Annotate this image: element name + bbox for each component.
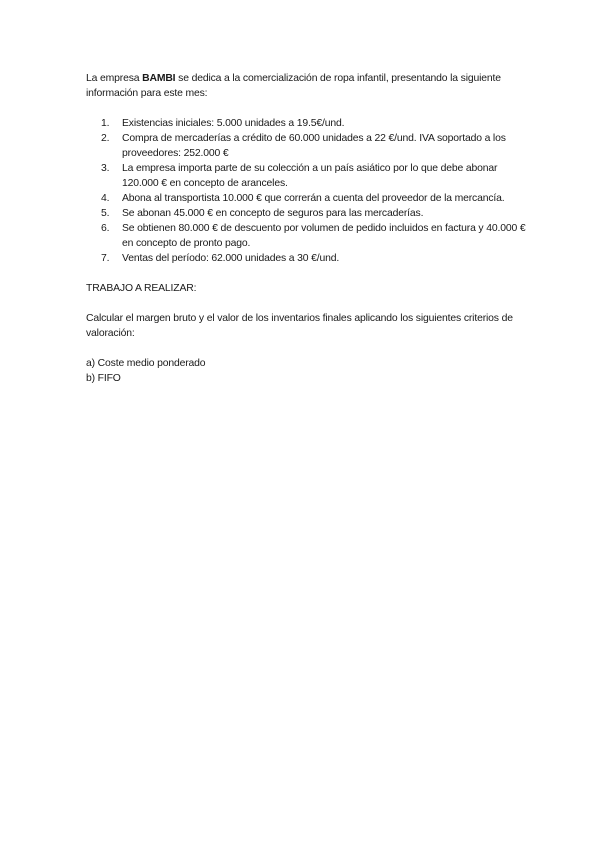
list-item-text: Se abonan 45.000 € en concepto de seguros para las mercaderías. — [122, 208, 424, 219]
criteria-item-b: b) FIFO — [86, 373, 121, 384]
list-item — [101, 191, 526, 206]
list-item — [101, 221, 526, 251]
list-item — [101, 161, 526, 191]
company-name: BAMBI — [142, 73, 176, 84]
list-item — [101, 206, 526, 221]
document-body — [86, 71, 526, 386]
list-item-number: 6. — [101, 223, 110, 234]
list-item-number: 5. — [101, 208, 110, 219]
criteria-item-a: a) Coste medio ponderado — [86, 358, 206, 369]
intro-text-after: se dedica a la comercialización de ropa infantil, presentando la siguiente información para este mes: — [86, 73, 501, 99]
list-item-text: Abona al transportista 10.000 € que correrán a cuenta del proveedor de la mercancía. — [122, 193, 505, 204]
data-list — [86, 116, 526, 266]
list-item-text: Compra de mercaderías a crédito de 60.000 unidades a 22 €/und. IVA soportado a los proveedores: 252.000 € — [122, 133, 506, 159]
list-item-text: Existencias iniciales: 5.000 unidades a 19.5€/und. — [122, 118, 345, 129]
list-item-number: 3. — [101, 163, 110, 174]
intro-text-before: La empresa — [86, 73, 143, 84]
list-item-text: Ventas del período: 62.000 unidades a 30 €/und. — [122, 253, 340, 264]
list-item-number: 7. — [101, 253, 110, 264]
list-item — [101, 116, 526, 131]
list-item-number: 2. — [101, 133, 110, 144]
list-item-text: Se obtienen 80.000 € de descuento por volumen de pedido incluidos en factura y 40.000 € en concepto de pronto pago. — [122, 223, 526, 249]
list-item-text: La empresa importa parte de su colección a un país asiático por lo que debe abonar 120.000 € en concepto de aranceles. — [122, 163, 498, 189]
list-item-number: 4. — [101, 193, 110, 204]
list-item — [101, 131, 526, 161]
list-item — [101, 251, 526, 266]
task-heading: TRABAJO A REALIZAR: — [86, 283, 197, 294]
criteria-list — [86, 356, 526, 386]
task-description: Calcular el margen bruto y el valor de los inventarios finales aplicando los siguientes criterios de valoración: — [86, 313, 513, 339]
list-item-number: 1. — [101, 118, 110, 129]
intro-paragraph — [86, 71, 526, 101]
